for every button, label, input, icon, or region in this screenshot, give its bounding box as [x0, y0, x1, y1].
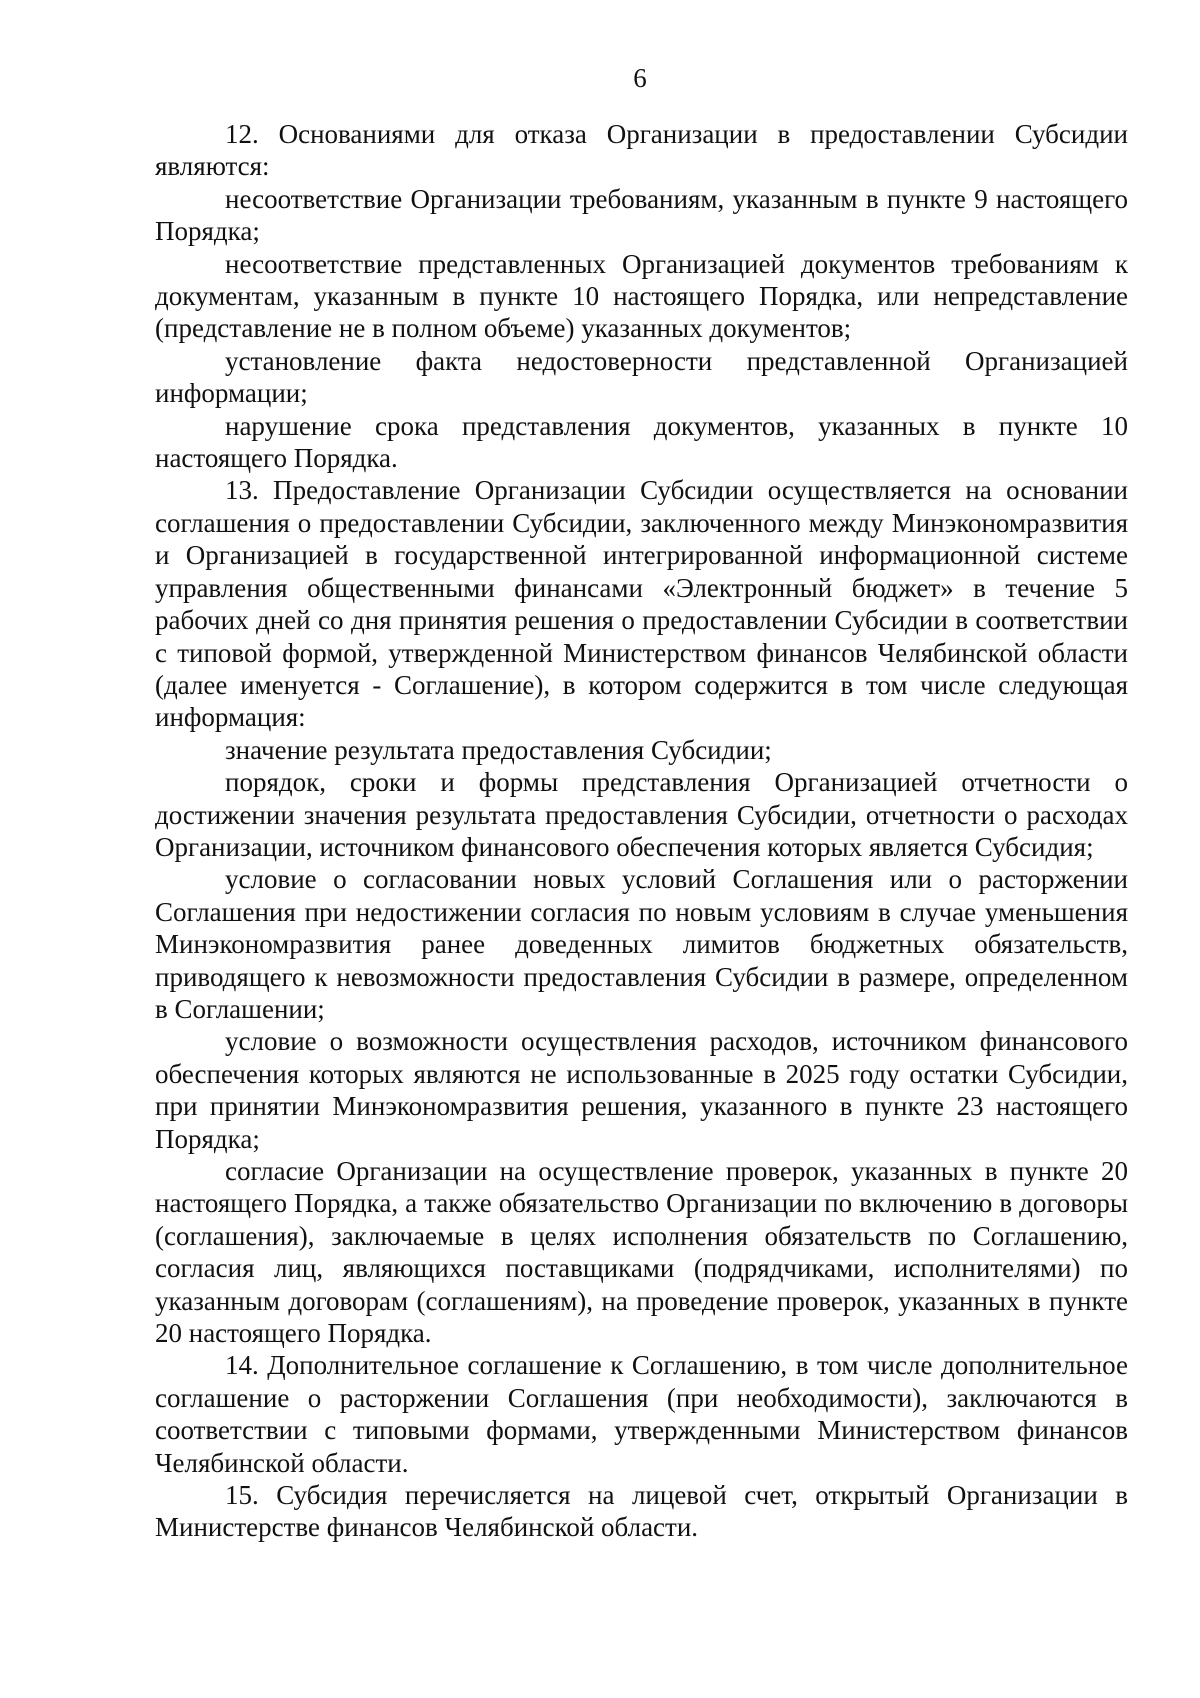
paragraph-14: 14. Дополнительное соглашение к Соглашению, в том числе дополнительное соглашение о расторжении Соглашения (при необходимости), заключаются в соответствии с типовыми формами, утвержденными Министерством финансов Челябинской области.: [155, 1350, 1128, 1478]
paragraph-13-item-1: значение результата предоставления Субсидии;: [225, 734, 772, 765]
paragraph-13: 13. Предоставление Организации Субсидии осуществляется на основании соглашения о предоставлении Субсидии, заключенного между Минэкономразвития и Организацией в государственной интегрированной информационной системе управления общественными финансами «Электронный бюджет» в течение 5 рабочих дней со дня принятия решения о предоставлении Субсидии в соответствии с типовой формой, утвержденной Министерством финансов Челябинской области (далее именуется - Соглашение), в котором содержится в том числе следующая информация:: [155, 475, 1128, 733]
paragraph-12-item-2: несоответствие представленных Организацией документов требованиям к документам, указанным в пункте 10 настоящего Порядка, или непредставление (представление не в полном объеме) указанных документов;: [155, 248, 1128, 344]
page-number: 6: [633, 63, 647, 93]
document-body: [155, 118, 1128, 1544]
paragraph-13-item-3: условие о согласовании новых условий Соглашения или о расторжении Соглашения при недостижении согласия по новым условиям в случае уменьшения Минэкономразвития ранее доведенных лимитов бюджетных обязательств, приводящего к невозможности предоставления Субсидии в размере, определенном в Соглашении;: [155, 864, 1128, 1024]
paragraph-13-item-5: согласие Организации на осуществление проверок, указанных в пункте 20 настоящего Порядка, а также обязательство Организации по включению в договоры (соглашения), заключаемые в целях исполнения обязательств по Соглашению, согласия лиц, являющихся поставщиками (подрядчиками, исполнителями) по указанным договорам (соглашениям), на проведение проверок, указанных в пункте 20 настоящего Порядка.: [155, 1156, 1128, 1349]
paragraph-12-item-4: нарушение срока представления документов, указанных в пункте 10 настоящего Порядка.: [155, 410, 1128, 474]
paragraph-12: 12. Основаниями для отказа Организации в предоставлении Субсидии являются:: [155, 119, 1128, 182]
paragraph-13-item-2: порядок, сроки и формы представления Организацией отчетности о достижении значения результата предоставления Субсидии, отчетности о расходах Организации, источником финансового обеспечения которых является Субсидия;: [155, 767, 1128, 862]
paragraph-12-item-3: установление факта недостоверности представленной Организацией информации;: [155, 345, 1128, 409]
paragraph-12-item-1: несоответствие Организации требованиям, указанным в пункте 9 настоящего Порядка;: [155, 183, 1128, 247]
paragraph-13-item-4: условие о возможности осуществления расходов, источником финансового обеспечения которых являются не использованные в 2025 году остатки Субсидии, при принятии Минэкономразвития решения, указанного в пункте 23 настоящего Порядка;: [155, 1026, 1128, 1154]
paragraph-15: 15. Субсидия перечисляется на лицевой счет, открытый Организации в Министерстве финансов Челябинской области.: [155, 1480, 1128, 1543]
